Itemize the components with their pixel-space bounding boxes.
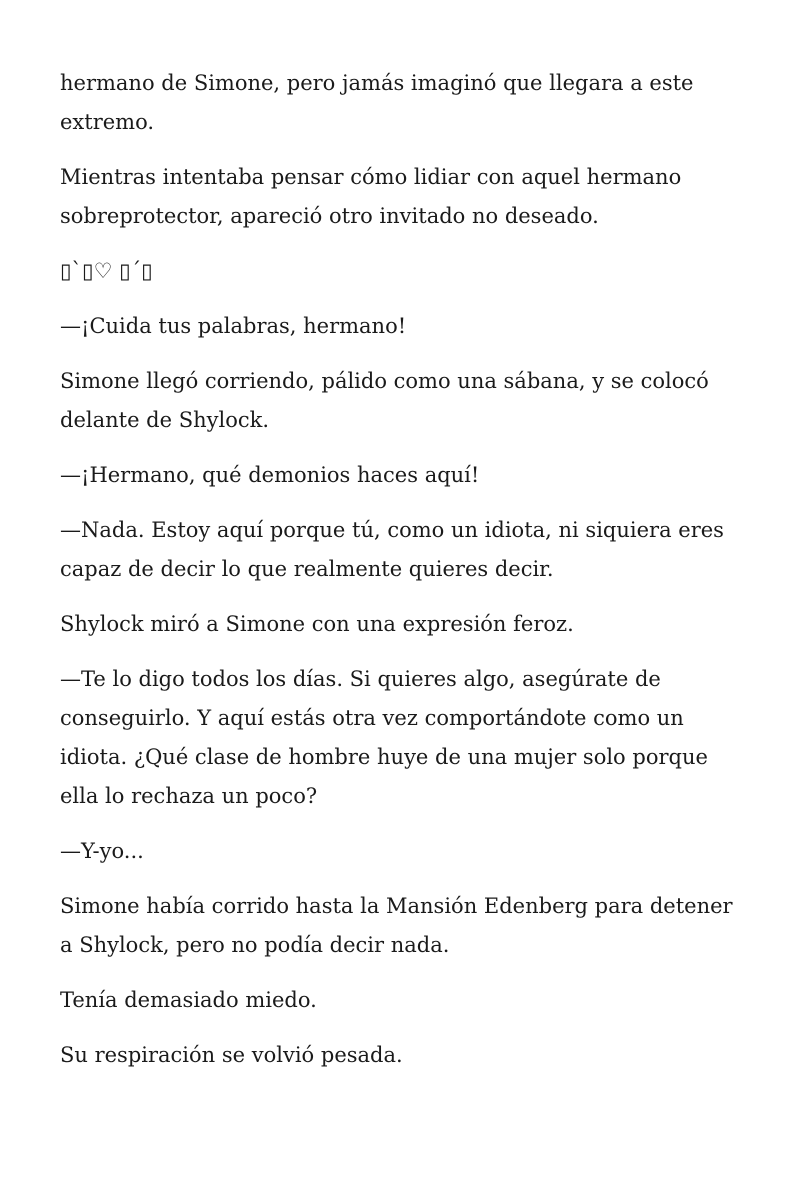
paragraph: Mientras intentaba pensar cómo lidiar con aquel hermano sobreprotector, apareció otro invitado no deseado.	[60, 165, 682, 228]
paragraph: hermano de Simone, pero jamás imaginó que llegara a este extremo.	[60, 71, 694, 134]
paragraph: Su respiración se volvió pesada.	[60, 1043, 403, 1067]
paragraph: Simone había corrido hasta la Mansión Edenberg para detener a Shylock, pero no podía decir nada.	[60, 894, 733, 957]
paragraph: Simone llegó corriendo, pálido como una sábana, y se colocó delante de Shylock.	[60, 369, 709, 432]
paragraph: —Nada. Estoy aquí porque tú, como un idiota, ni siquiera eres capaz de decir lo que realmente quieres decir.	[60, 518, 724, 581]
scene-break-glyphs: ▯`▯♡ ▯´▯	[60, 259, 153, 283]
page-content	[60, 64, 750, 1091]
paragraph: —Te lo digo todos los días. Si quieres algo, asegúrate de conseguirlo. Y aquí estás otra vez comportándote como un idiota. ¿Qué clase de hombre huye de una mujer solo porque ella lo rechaza un poco?	[60, 667, 708, 808]
paragraph: —¡Hermano, qué demonios haces aquí!	[60, 463, 480, 487]
paragraph: Shylock miró a Simone con una expresión feroz.	[60, 612, 574, 636]
paragraph: —Y-yo...	[60, 839, 144, 863]
paragraph: —¡Cuida tus palabras, hermano!	[60, 314, 407, 338]
paragraph: Tenía demasiado miedo.	[60, 988, 317, 1012]
